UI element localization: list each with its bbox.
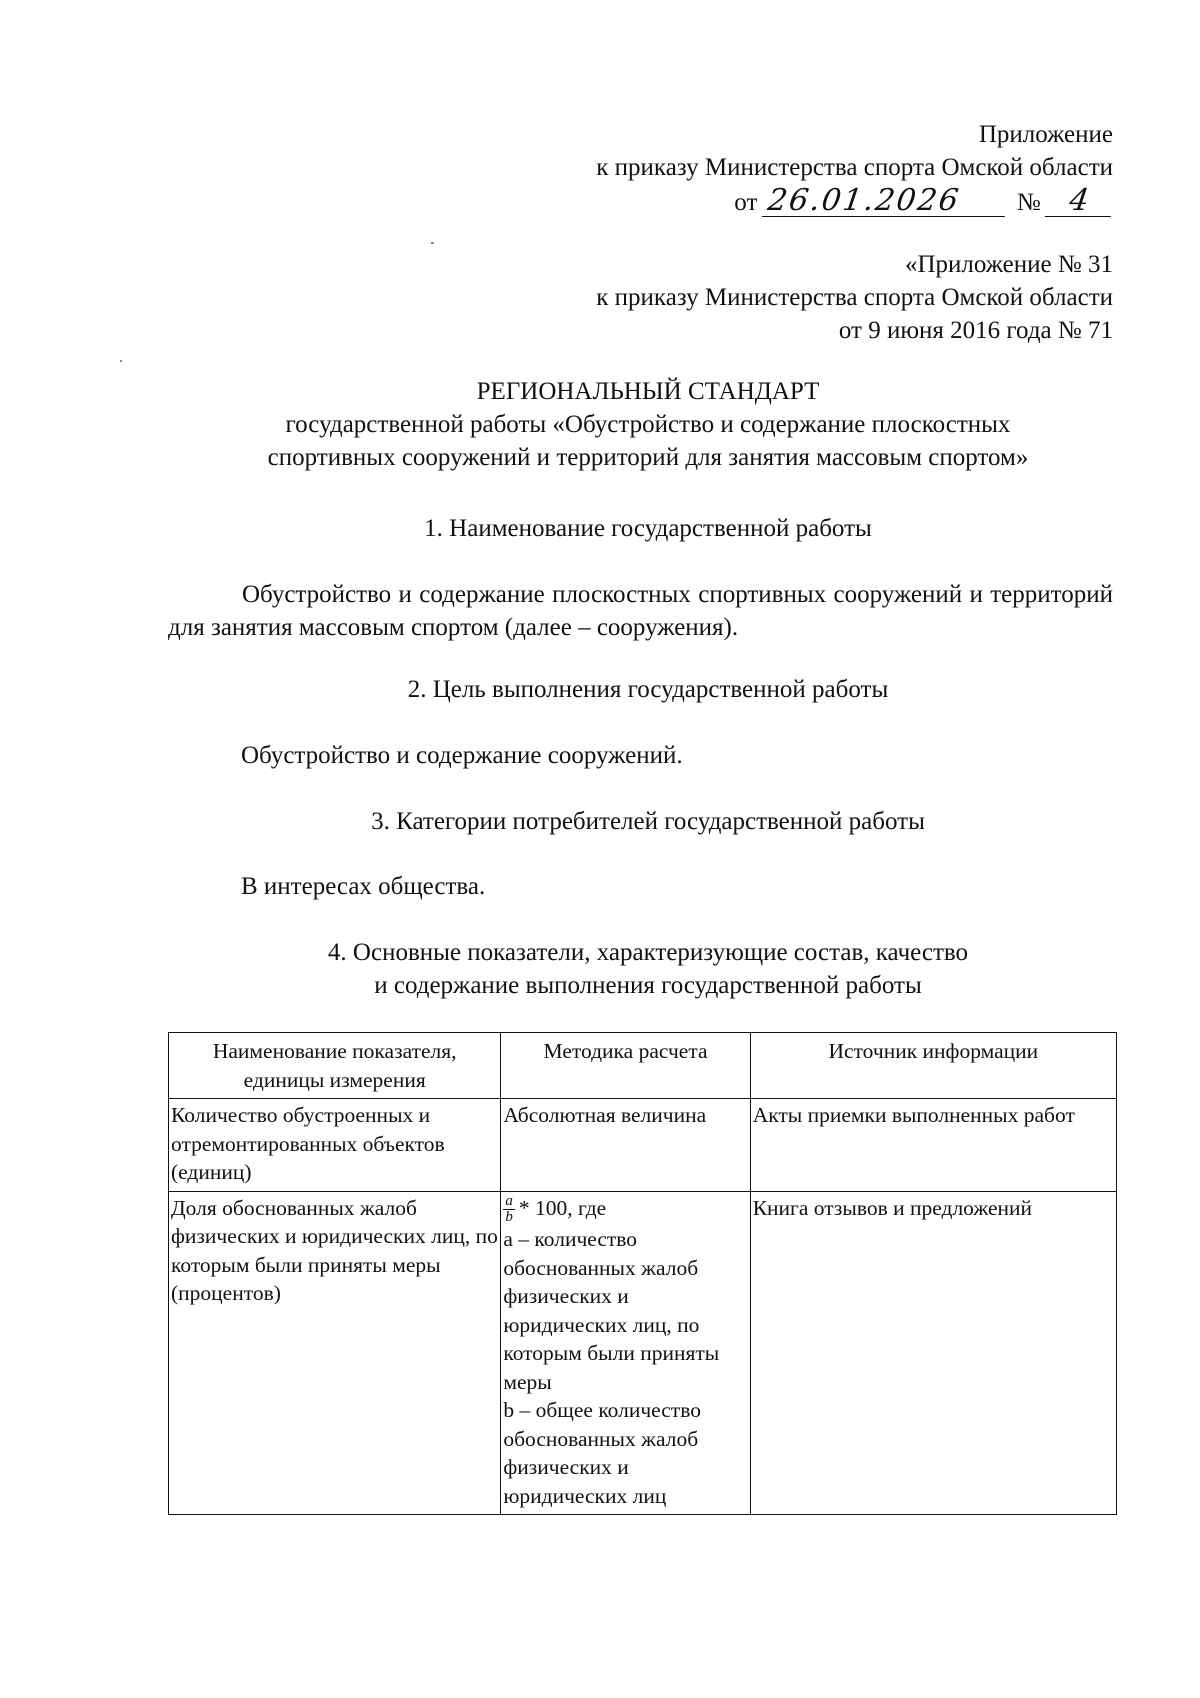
section-4-heading [48,936,1200,1002]
appendix-header [596,118,1113,219]
indicators-table [168,1032,1117,1515]
method-definition-a: a – количество обоснованных жалоб физических и юридических лиц, по которым были приняты меры [503,1227,720,1394]
section-4-heading-line-1: 4. Основные показатели, характеризующие состав, качество [327,939,969,966]
table-row [169,1099,1117,1192]
title-line-2: спортивных сооружений и территорий для занятия массовым спортом» [267,444,1029,471]
row-2-method [501,1191,750,1515]
prior-appendix-title: «Приложение № 31 [904,251,1113,278]
prior-order-line: к приказу Министерства спорта Омской области [596,284,1113,311]
formula [503,1194,747,1226]
row-1-method: Абсолютная величина [501,1099,750,1192]
prior-date-line: от 9 июня 2016 года № 71 [838,317,1113,344]
row-1-source: Акты приемки выполненных работ [750,1099,1116,1192]
header-indicator: Наименование показателя, единицы измерения [169,1033,501,1099]
appendix-date-line [596,183,1113,219]
section-1-heading: 1. Наименование государственной работы [424,515,872,542]
section-4-heading-line-2: и содержание выполнения государственной работы [374,972,922,999]
section-2-heading: 2. Цель выполнения государственной работы [407,676,889,703]
formula-rest: * 100, где [518,1195,607,1220]
header-method: Методика расчета [501,1033,750,1099]
appendix-title: Приложение [978,121,1113,148]
formula-denominator: b [505,1209,513,1226]
header-source: Источник информации [750,1033,1116,1099]
formula-numerator: a [505,1193,513,1210]
scan-speck [120,360,122,362]
table-row [169,1191,1117,1515]
row-2-indicator: Доля обоснованных жалоб физических и юридических лиц, по которым были приняты меры (процентов) [169,1191,501,1515]
row-2-source: Книга отзывов и предложений [750,1191,1116,1515]
title-main: РЕГИОНАЛЬНЫЙ СТАНДАРТ [476,378,820,405]
section-3-text: В интересах общества. [241,873,486,900]
section-2-text: Обустройство и содержание сооружений. [241,742,683,769]
section-3-heading: 3. Категории потребителей государственной работы [371,808,925,835]
row-1-indicator: Количество обустроенных и отремонтированных объектов (единиц) [169,1099,501,1192]
formula-fraction [503,1194,515,1225]
prior-appendix-reference [596,248,1113,347]
number-sign: № [1016,189,1041,216]
title-line-1: государственной работы «Обустройство и содержание плоскостных [285,411,1011,438]
scan-speck [431,242,434,244]
handwritten-date: 26.01.2026 [761,186,1008,217]
table-header-row [169,1033,1117,1099]
handwritten-number: 4 [1045,186,1115,217]
section-1-text: Обустройство и содержание плоскостных спортивных сооружений и территорий для занятия массовым спортом (далее – сооружения). [168,581,1113,641]
method-definition-b: b – общее количество обоснованных жалоб физических и юридических лиц [503,1398,701,1508]
document-title [48,375,1200,474]
appendix-order-line: к приказу Министерства спорта Омской области [596,154,1113,181]
date-prefix: от [734,189,758,216]
